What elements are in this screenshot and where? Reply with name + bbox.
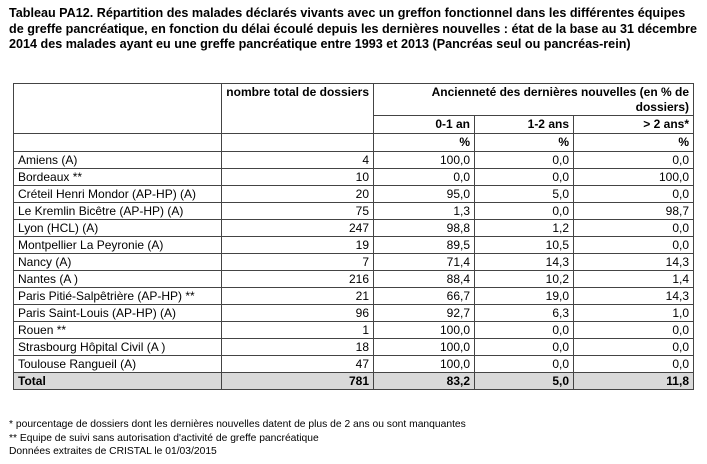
cell-2plus: 0,0 [574,322,694,339]
cell-team: Strasbourg Hôpital Civil (A ) [14,339,222,356]
cell-1-2: 1,2 [475,220,574,237]
cell-2plus: 100,0 [574,169,694,186]
cell-1-2: 19,0 [475,288,574,305]
cell-team: Nancy (A) [14,254,222,271]
cell-team: Lyon (HCL) (A) [14,220,222,237]
cell-1-2: 5,0 [475,186,574,203]
cell-2plus: 1,0 [574,305,694,322]
cell-1-2: 6,3 [475,305,574,322]
cell-0-1: 0,0 [374,169,475,186]
footnote-2: ** Equipe de suivi sans autorisation d'activité de greffe pancréatique [9,432,319,444]
cell-2plus: 0,0 [574,220,694,237]
cell-0-1: 66,7 [374,288,475,305]
cell-team: Bordeaux ** [14,169,222,186]
header-col-2plus: > 2 ans* [574,116,694,134]
table-row [14,254,694,271]
header-total-dossiers: nombre total de dossiers [222,84,374,134]
cell-0-1: 1,3 [374,203,475,220]
table-row [14,356,694,373]
cell-0-1: 100,0 [374,356,475,373]
cell-0-1: 100,0 [374,322,475,339]
table-row [14,220,694,237]
table-title-text: Répartition des malades déclarés vivants avec un greffon fonctionnel dans les différentes équipes de greffe pancréatique, en fonction du délai écoulé depuis les dernières nouvelles : état de la base au 31 décembre 2014 des malades ayant eu une greffe pancréatique entre 1993 et 2013 (Pancréas seul ou pancréas-rein) [9,6,697,52]
table-row [14,186,694,203]
cell-1-2: 10,5 [475,237,574,254]
cell-2plus: 0,0 [574,356,694,373]
cell-total: 1 [222,322,374,339]
cell-2plus: 11,8 [574,373,694,390]
cell-2plus: 14,3 [574,254,694,271]
cell-team: Nantes (A ) [14,271,222,288]
header-row-1 [14,84,694,116]
header-pct-3: % [574,134,694,152]
table-row [14,322,694,339]
footnotes [9,418,466,459]
cell-1-2: 0,0 [475,203,574,220]
cell-total: 216 [222,271,374,288]
cell-total: 20 [222,186,374,203]
cell-0-1: 83,2 [374,373,475,390]
cell-0-1: 89,5 [374,237,475,254]
cell-team: Rouen ** [14,322,222,339]
cell-2plus: 98,7 [574,203,694,220]
cell-1-2: 0,0 [475,152,574,169]
cell-team: Paris Pitié-Salpêtrière (AP-HP) ** [14,288,222,305]
cell-total: 7 [222,254,374,271]
cell-total: 96 [222,305,374,322]
table-row [14,203,694,220]
cell-2plus: 0,0 [574,152,694,169]
cell-team: Toulouse Rangueil (A) [14,356,222,373]
table-title-label: Tableau PA12. [9,6,94,20]
header-empty-cell [14,84,222,134]
table-row [14,152,694,169]
cell-0-1: 100,0 [374,339,475,356]
data-table [13,83,694,390]
header-row-3 [14,134,694,152]
cell-2plus: 0,0 [574,186,694,203]
cell-1-2: 10,2 [475,271,574,288]
cell-team: Montpellier La Peyronie (A) [14,237,222,254]
table-row [14,288,694,305]
cell-1-2: 0,0 [475,169,574,186]
header-pct-1: % [374,134,475,152]
cell-2plus: 14,3 [574,288,694,305]
header-anciennete: Ancienneté des dernières nouvelles (en % de dossiers) [374,84,694,116]
footnote-3: Données extraites de CRISTAL le 01/03/2015 [9,446,217,457]
cell-team: Total [14,373,222,390]
cell-total: 10 [222,169,374,186]
cell-1-2: 0,0 [475,339,574,356]
table-row [14,339,694,356]
header-empty-cell-2 [14,134,222,152]
table-row [14,169,694,186]
cell-total: 19 [222,237,374,254]
cell-0-1: 71,4 [374,254,475,271]
cell-0-1: 88,4 [374,271,475,288]
table-row [14,271,694,288]
footnote-1: * pourcentage de dossiers dont les dernières nouvelles datent de plus de 2 ans ou sont manquantes [9,419,466,430]
header-empty-cell-3 [222,134,374,152]
cell-total: 4 [222,152,374,169]
cell-total: 18 [222,339,374,356]
cell-team: Le Kremlin Bicêtre (AP-HP) (A) [14,203,222,220]
cell-1-2: 5,0 [475,373,574,390]
cell-team: Amiens (A) [14,152,222,169]
cell-0-1: 98,8 [374,220,475,237]
header-col-0-1: 0-1 an [374,116,475,134]
cell-total: 21 [222,288,374,305]
cell-total: 781 [222,373,374,390]
cell-team: Créteil Henri Mondor (AP-HP) (A) [14,186,222,203]
cell-0-1: 92,7 [374,305,475,322]
cell-2plus: 0,0 [574,339,694,356]
cell-1-2: 0,0 [475,356,574,373]
cell-0-1: 95,0 [374,186,475,203]
cell-total: 75 [222,203,374,220]
cell-2plus: 0,0 [574,237,694,254]
cell-2plus: 1,4 [574,271,694,288]
header-col-1-2: 1-2 ans [475,116,574,134]
table-row [14,237,694,254]
header-pct-2: % [475,134,574,152]
cell-total: 47 [222,356,374,373]
cell-team: Paris Saint-Louis (AP-HP) (A) [14,305,222,322]
table-title [9,6,699,53]
table-body [14,84,694,390]
cell-0-1: 100,0 [374,152,475,169]
cell-1-2: 14,3 [475,254,574,271]
table-row [14,305,694,322]
total-row [14,373,694,390]
cell-total: 247 [222,220,374,237]
cell-1-2: 0,0 [475,322,574,339]
